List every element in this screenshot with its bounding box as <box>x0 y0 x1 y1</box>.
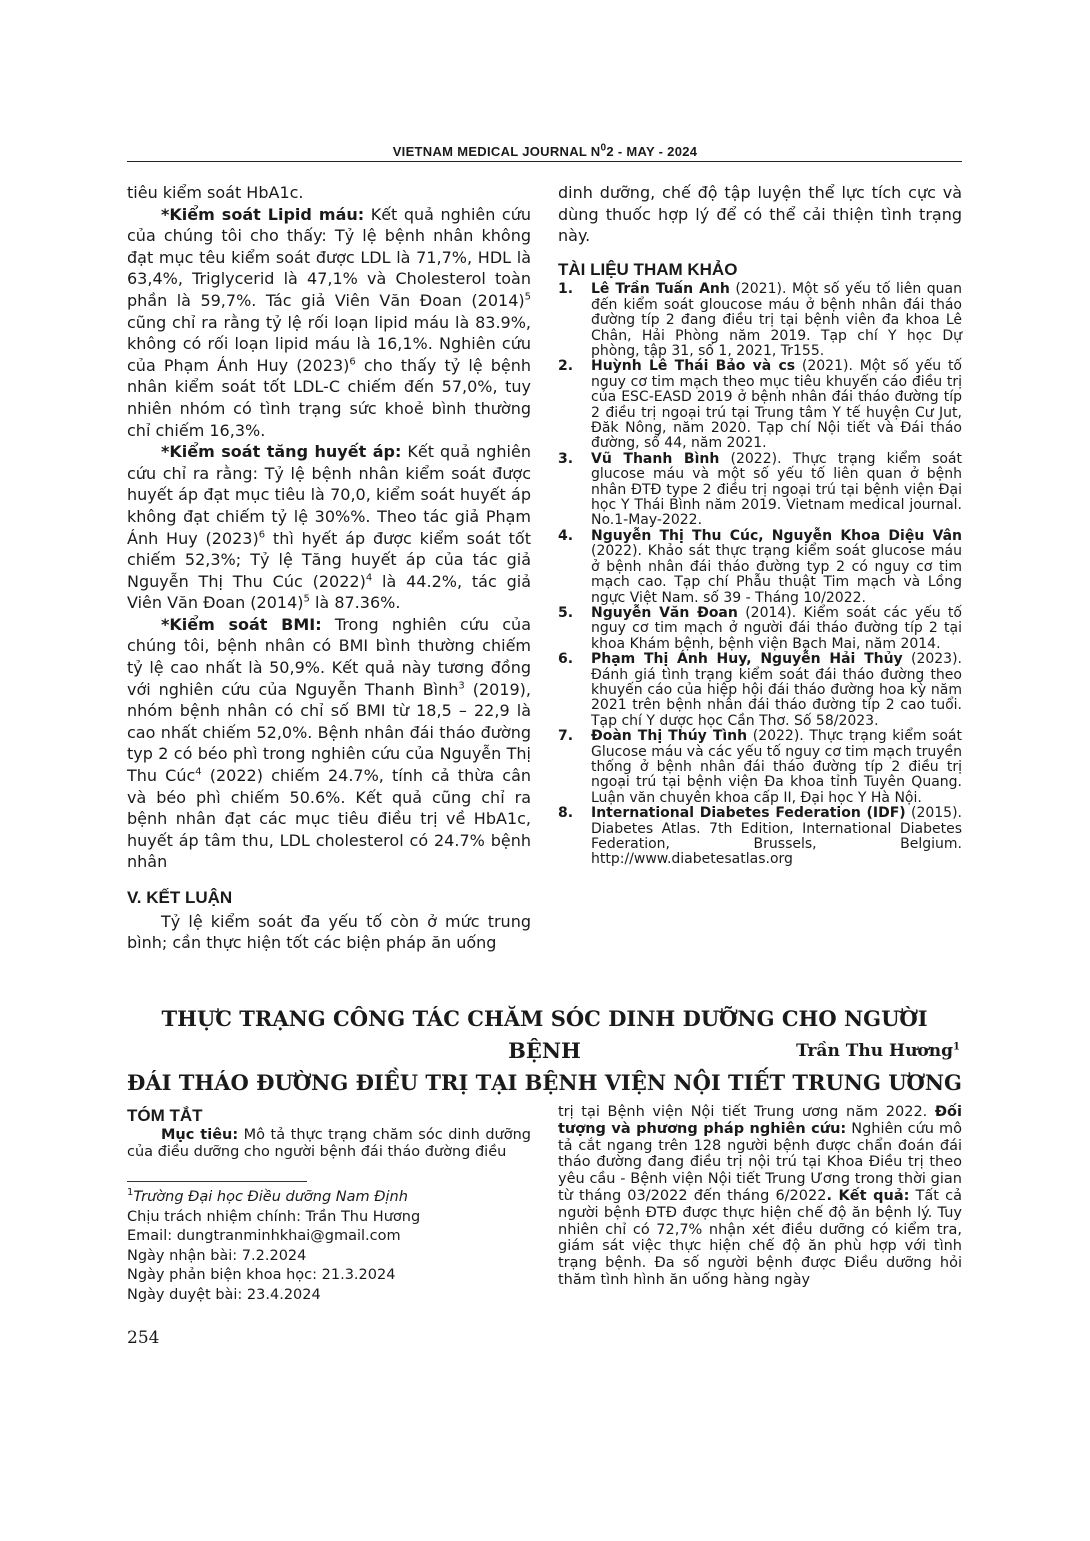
reference-item: 8. International Diabetes Federation (IDF) (2015). Diabetes Atlas. 7th Edition, International Diabetes Federation, Brussels, Belgium. http://www.diabetesatlas.org <box>558 805 963 868</box>
conclusion-heading: V. KẾT LUẬN <box>127 888 233 907</box>
reference-item: 7. Đoàn Thị Thúy Tình (2022). Thực trạng kiểm soát Glucose máu và các yếu tố nguy cơ tim mạch truyền thống ở bệnh nhân đái tháo đường típ 2 điều trị ngoại trú tại bệnh viện Đa khoa tỉnh Tuyên Quang. Luận văn chuyên khoa cấp II, Đại học Y Hà Nội. <box>558 728 963 806</box>
footnote-received: Ngày nhận bài: 7.2.2024 <box>127 1247 307 1264</box>
methods-results-paragraph: trị tại Bệnh viện Nội tiết Trung ương năm 2022. Đối tượng và phương pháp nghiên cứu: Nghiên cứu mô tả cắt ngang trên 128 người bệnh được chẩn đoán đái tháo đường đang điều trị nội trú tại Khoa Điều trị theo yêu cầu - Bệnh viện Nội tiết Trung Ương trong thời gian từ tháng 03/2022 đến tháng 6/2022. Kết quả: Tất cả người bệnh ĐTĐ được thực hiện chế độ ăn bệnh lý. Tuy nhiên chỉ có 72,7% nhận xét điều dưỡng có kiểm tra, giám sát việc thực hiện chế độ ăn phù hợp với tình trạng bệnh. Đa số người bệnh được Điều dưỡng hỏi thăm tình hình ăn uống hàng ngày <box>558 1104 962 1288</box>
article-title-line-1: THỰC TRẠNG CÔNG TÁC CHĂM SÓC DINH DƯỠNG CHO NGƯỜI BỆNH <box>161 1006 928 1063</box>
objective-paragraph: Mục tiêu: Mô tả thực trạng chăm sóc dinh dưỡng của điều dưỡng cho người bệnh đái tháo đường điều <box>127 1126 531 1160</box>
footnote-affiliation: $^1$Trường Đại học Điều dưỡng Nam Định <box>127 1187 408 1205</box>
header-rule <box>127 161 962 162</box>
footnote-accepted: Ngày duyệt bài: 23.4.2024 <box>127 1286 321 1303</box>
conclusion-paragraph: Tỷ lệ kiểm soát đa yếu tố còn ở mức trung bình; cần thực hiện tốt các biện pháp ăn uống <box>127 911 531 953</box>
article-author: Trần Thu Hương$^1$ <box>796 1041 960 1061</box>
footnote-responsible: Chịu trách nhiệm chính: Trần Thu Hương <box>127 1208 421 1225</box>
reference-item: 5. Nguyễn Văn Đoan (2014). Kiểm soát các yếu tố nguy cơ tim mạch ở người đái tháo đường típ 2 tại khoa Khám bệnh, bệnh viện Bạch Mai, năm 2014. <box>558 604 962 652</box>
right-paragraph-1: dinh dưỡng, chế độ tập luyện thể lực tích cực và dùng thuốc hợp lý để có thể cải thiện tình trạng này. <box>558 183 962 246</box>
article-title-line-2: ĐÁI THÁO ĐƯỜNG ĐIỀU TRỊ TẠI BỆNH VIỆN NỘI TIẾT TRUNG ƯƠNG <box>127 1070 962 1095</box>
bmi-paragraph: *Kiểm soát BMI: Trong nghiên cứu của chúng tôi, bệnh nhân có BMI bình thường chiếm tỷ lệ cao nhất là 50,9%. Kết quả này tương đồng với nghiên cứu của Nguyễn Thanh Bình$^3$ (2019), nhóm bệnh nhân có chỉ số BMI từ 18,5 – 22,9 là cao nhất chiếm 52,0%. Bệnh nhân đái tháo đường typ 2 có béo phì trong nghiên cứu của Nguyễn Thị Thu Cúc$^4$ (2022) chiếm 24.7%, tính cả thừa cân và béo phì chiếm 50.6%. Kết quả cũng chỉ ra bệnh nhân đạt các mục tiêu điều trị về HbA1c, huyết áp tâm thu, LDL cholesterol có 24.7% bệnh nhân <box>127 614 532 872</box>
page-number: 254 <box>127 1328 160 1348</box>
left-paragraph-1: tiêu kiểm soát HbA1c. <box>127 183 304 202</box>
abstract-right <box>558 1104 962 1289</box>
footnote-email: Email: dungtranminhkhai@gmail.com <box>127 1228 401 1244</box>
reference-item: 4. Nguyễn Thị Thu Cúc, Nguyễn Khoa Diệu Vân (2022). Khảo sát thực trạng kiểm soát glucose máu ở bệnh nhân đái tháo đường typ 2 có nguy cơ tim mạch cao. Tạp chí Phẫu thuật Tim mạch và Lồng ngực Việt Nam. số 39 - Tháng 10/2022. <box>558 527 962 606</box>
reference-item: 3. Vũ Thanh Bình (2022). Thực trạng kiểm soát glucose máu và một số yếu tố liên quan ở bệnh nhân ĐTĐ type 2 điều trị ngoại trú tại bệnh viện Đại học Y Thái Bình năm 2019. Vietnam medical journal. No.1-May-2022. <box>558 450 962 529</box>
reference-item: 2. Huỳnh Lê Thái Bảo và cs (2021). Một số yếu tố nguy cơ tim mạch theo mục tiêu khuyến cáo điều trị của ESC-EASD 2019 ở bệnh nhân đái tháo đường típ 2 điều trị ngoại trú tại Trung tâm Y tế huyện Cư Jut, Đăk Nông, năm 2020. Tạp chí Nội tiết và Đái tháo đường, số 44, năm 2021. <box>558 358 962 452</box>
blood-pressure-paragraph: *Kiểm soát tăng huyết áp: Kết quả nghiên cứu chỉ ra rằng: Tỷ lệ bệnh nhân kiểm soát được huyết áp đạt mục tiêu là 70,0, kiểm soát huyết áp không đạt chiếm tỷ lệ 30%%. Theo tác giả Phạm Ánh Huy $(2023)^6$ thì hyết áp được kiểm soát tốt chiếm 52,3%; Tỷ lệ Tăng huyết áp của tác giả Nguyễn Thị Thu Cúc $(2022)^4$ là 44.2%, tác giả Viên Văn Đoan $(2014)^5$ là 87.36%. <box>127 442 531 613</box>
abstract-left <box>127 1108 531 1160</box>
footnote-reviewed: Ngày phản biện khoa học: 21.3.2024 <box>127 1267 396 1283</box>
references-heading: TÀI LIỆU THAM KHẢO <box>558 259 738 279</box>
reference-item: 1. Lê Trần Tuấn Anh (2021). Một số yếu tố liên quan đến kiểm soát gloucose máu ở bệnh nhân đái tháo đường típ 2 đang điều trị tại bệnh viên đa khoa Lê Chân, Hải Phòng năm 2019. Tạp chí Y học Dự phòng, tập 31, số 1, 2021, Tr155. <box>558 281 963 359</box>
left-column <box>127 182 531 954</box>
right-column <box>558 182 962 868</box>
footnote <box>127 1188 547 1305</box>
abstract-heading: TÓM TẮT <box>127 1106 203 1125</box>
footnote-rule <box>127 1181 307 1182</box>
reference-item: 6. Phạm Thị Ánh Huy, Nguyễn Hải Thủy (2023). Đánh giá tình trạng kiểm soát đái tháo đường theo khuyến cáo của hiệp hội đái tháo đường hoa kỳ năm 2021 trên bệnh nhân đái tháo đường típ 2 cao tuổi. Tạp chí Y dược học Cần Thơ. Số 58/2023. <box>558 651 963 729</box>
running-header: VIETNAM MEDICAL JOURNAL $N^02$ - MAY - 2024 <box>392 142 698 159</box>
references-list <box>558 282 962 867</box>
lipid-paragraph: *Kiểm soát Lipid máu: Kết quả nghiên cứu của chúng tôi cho thấy: Tỷ lệ bệnh nhân không đạt mục têu kiểm soát được LDL là 71,7%, HDL là 63,4%, Triglycerid là 47,1% và Cholesterol toàn phần là 59,7%. Tác giả Viên Văn Đoan $(2014)^5$ cũng chỉ ra rằng tỷ lệ rối loạn lipid máu là 83.9%, không có rối loạn lipid máu là 16,1%. Nghiên cứu của Phạm Ánh Huy $(2023)^6$ cho thấy tỷ lệ bệnh nhân kiểm soát tốt LDL-C chiếm đến 57,0%, tuy nhiên nhóm có tình trạng sức khoẻ bình thường chỉ chiếm 16,3%. <box>127 204 532 440</box>
